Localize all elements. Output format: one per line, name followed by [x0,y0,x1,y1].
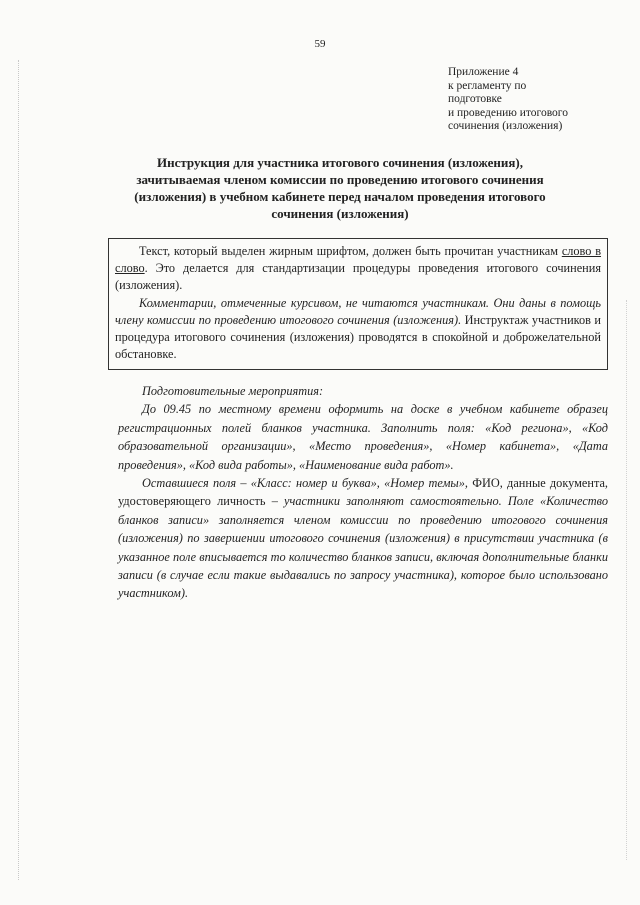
comments-italic-note: Комментарии, отмеченные курсивом, не читаются участникам. Они даны в помощь члену комиссии по проведению итогового сочинения (изложения). [115,295,601,327]
preparation-section [118,382,608,603]
title-line: Инструкция для участника итогового сочинения (изложения), [156,155,524,170]
fio-document-text: ФИО, данные документа, удостоверяющего личность [118,476,608,509]
appendix-line: сочинения (изложения) [448,120,563,132]
title-line: сочинения (изложения) [271,206,409,221]
preparation-paragraph-fields [118,474,608,603]
preparation-paragraph-board: До 09.45 по местному времени оформить на доске в учебном кабинете образец регистрационных полей бланков участника. Заполнить поля: «Код региона», «Код образовательной организации», «Место проведения», «Номер кабинета», «Дата проведения», «Код вида работы», «Наименование вида работ». [118,402,608,472]
briefing-atmosphere-text: Инструктаж участников и процедура итогового сочинения (изложения) проводятся в спокойной и доброжелательной обстановке. [115,312,601,362]
instruction-title [80,154,600,222]
reading-rule-text: Текст, который выделен жирным шрифтом, должен быть прочитан участникам [139,244,559,258]
appendix-line: Приложение 4 [448,66,519,78]
appendix-note [448,66,628,134]
page-number: 59 [314,38,326,50]
appendix-line: подготовке [448,93,502,105]
comments-paragraph [115,295,601,364]
reading-rule-paragraph [115,243,601,295]
instructions-box [108,238,608,370]
word-for-word-underlined: слово в слово [115,244,602,276]
appendix-line: к регламенту по [448,79,527,92]
title-line: зачитываемая членом комиссии по проведению итогового сочинения [136,172,544,187]
scan-margin-line-left [18,60,20,880]
reading-rule-purpose: . Это делается для стандартизации процедуры проведения итогового сочинения (изложения). [115,261,601,293]
preparation-heading: Подготовительные мероприятия: [142,384,324,398]
title-line: (изложения) в учебном кабинете перед началом проведения итогового [134,189,546,204]
remaining-fields-text: Оставшиеся поля – «Класс: номер и буква», «Номер темы», [142,476,468,491]
appendix-line: и проведению итогового [448,106,568,119]
scan-margin-line-right [626,300,628,860]
self-fill-text: – участники заполняют самостоятельно. Поле «Количество бланков записи» заполняется членом комиссии по проведению итогового сочинения (изложения) по завершении итогового сочинения (изложения) в присутствии участника (в указанное поле вписывается то количество бланков записи, включая дополнительные бланки записи (в случае если такие выдавались по запросу участника), которое было использовано участником). [118,494,608,601]
